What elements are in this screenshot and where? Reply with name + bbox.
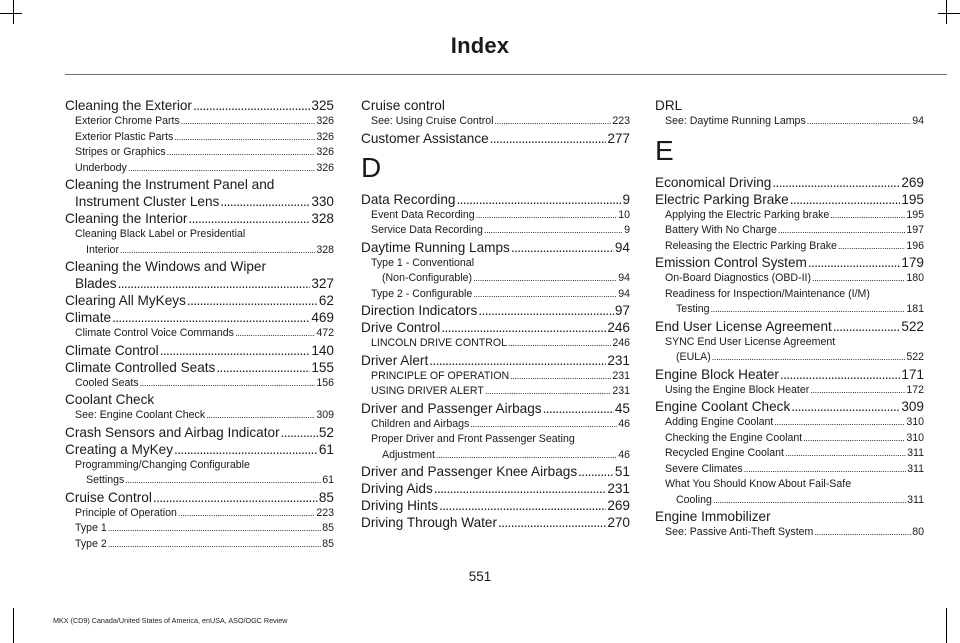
entry-text: Blades [75,276,117,291]
index-subentry [655,431,924,447]
page-reference: 309 [901,399,924,414]
dot-leader [478,302,614,319]
entry-text: (EULA) [676,351,711,363]
dot-leader [830,208,905,224]
index-subentry [65,326,334,342]
index-subentry [65,506,334,522]
entry-text: Cruise Control [65,489,152,505]
page-reference: 309 [316,409,334,421]
dot-leader [281,424,318,441]
index-entry [361,514,630,531]
entry-text: Service Data Recording [371,224,483,236]
page-reference: 330 [311,194,334,209]
page-reference: 9 [622,191,630,207]
page-reference: 325 [311,98,334,113]
page-reference: 62 [318,293,334,308]
page-reference: 231 [607,481,630,496]
index-subentry [65,243,334,259]
index-subentry [655,415,924,431]
entry-text: Children and Airbags [371,417,470,430]
page-reference: 522 [906,351,924,363]
page-reference: 328 [311,211,334,226]
index-subentry [65,145,334,161]
entry-text: PRINCIPLE OF OPERATION [371,369,510,382]
page-reference: 10 [618,208,630,221]
section-letter: D [361,151,382,183]
dot-leader [120,243,315,259]
page-reference: 195 [906,208,924,221]
entry-text: Underbody [75,161,127,174]
entry-text: Crash Sensors and Airbag Indicator [65,424,280,440]
entry-text: Using the Engine Block Heater [665,383,810,396]
index-subentry [65,473,334,489]
page-reference: 231 [607,352,630,368]
entry-text: End User License Agreement [655,318,832,334]
entry-text: Economical Driving [655,174,772,190]
page-title: Index [450,33,510,58]
page-reference: 156 [316,376,334,389]
page-reference: 326 [316,146,334,158]
entry-text: Driving Through Water [361,515,497,530]
dot-leader [220,193,310,210]
entry-text: Stripes or Graphics [75,146,166,158]
dot-leader [803,431,905,447]
index-subentry [361,223,630,239]
index-entry [65,424,334,441]
index-subentry [655,525,924,541]
entry-text: Battery With No Charge [665,224,777,236]
entry-text: Type 2 - Configurable [371,287,473,300]
index-subentry-line: Proper Driver and Front Passenger Seating [371,433,575,445]
dot-leader [498,514,606,531]
dot-leader [153,489,318,506]
index-entry [65,292,334,309]
dot-leader [118,275,311,292]
page-reference: 181 [906,303,924,315]
entry-text: Adjustment [382,448,435,461]
entry-text: Applying the Electric Parking brake [665,208,830,221]
entry-text: Engine Block Heater [655,366,779,382]
dot-leader [510,369,611,385]
index-subentry [361,417,630,433]
entry-text: Daytime Running Lamps [361,239,510,255]
index-subentry [655,446,924,462]
page-reference: 277 [607,130,630,146]
index-entry [65,210,334,227]
page-reference: 469 [311,310,334,325]
page-reference: 231 [612,385,630,397]
dot-leader [790,191,901,208]
entry-text: See: Using Cruise Control [371,115,494,127]
dot-leader [744,462,906,478]
dot-leader [128,161,315,177]
page-reference: 46 [618,417,630,430]
page-number: 551 [468,569,492,584]
index-entry [361,463,630,480]
dot-leader [810,383,905,399]
dot-leader [193,97,310,114]
index-subentry [361,114,630,130]
page-reference: 472 [316,327,334,339]
index-subentry [655,223,924,239]
dot-leader [174,441,318,458]
index-entry [655,191,924,208]
entry-text: Engine Coolant Check [655,399,791,414]
dot-leader [490,130,607,147]
index-heading: Coolant Check [65,392,155,407]
dot-leader [778,223,905,239]
dot-leader [543,400,614,417]
dot-leader [473,287,617,303]
page-reference: 61 [322,474,334,486]
dot-leader [439,497,606,514]
index-subentry-line: Programming/Changing Configurable [75,458,250,471]
index-heading: Cleaning the Windows and Wiper [65,259,266,274]
page-reference: 326 [316,130,334,143]
dot-leader [140,376,316,392]
page-reference: 61 [318,441,334,457]
page-reference: 522 [901,318,924,334]
page-reference: 223 [316,506,334,519]
dot-leader [108,521,321,537]
dot-leader [434,480,607,497]
entry-text: Climate Control [65,342,159,358]
index-entry [655,366,924,383]
entry-text: Driver and Passenger Knee Airbags [361,464,578,479]
entry-text: Climate Controlled Seats [65,359,216,375]
entry-text: Severe Climates [665,462,743,475]
entry-text: Cleaning the Exterior [65,98,192,113]
header-rule [65,74,947,75]
page-reference: 310 [906,431,924,444]
index-subentry [655,383,924,399]
crop-mark [0,13,22,14]
index-entry [361,400,630,417]
page-reference: 197 [906,224,924,236]
dot-leader [807,114,911,130]
dot-leader [473,271,617,287]
page-reference: 270 [607,515,630,530]
dot-leader [713,493,906,509]
index-subentry [65,537,334,553]
dot-leader [508,336,611,352]
index-entry [361,352,630,369]
index-subentry [361,448,630,464]
page-reference: 9 [624,224,630,236]
dot-leader [125,473,321,489]
entry-text: See: Engine Coolant Check [75,409,206,421]
index-subentry [655,239,924,255]
index-subentry [65,130,334,146]
dot-leader [791,398,900,415]
entry-text: Climate Control Voice Commands [75,327,234,339]
index-entry [65,275,334,292]
entry-text: Data Recording [361,191,456,207]
dot-leader [578,463,614,480]
entry-text: Climate [65,310,112,325]
page-reference: 52 [318,424,334,440]
entry-text: Emission Control System [655,255,807,270]
index-entry [65,489,334,506]
index-column-1 [65,97,334,552]
entry-text: Cleaning the Interior [65,211,188,226]
index-entry [361,480,630,497]
dot-leader [814,525,911,541]
index-subentry [361,369,630,385]
page-reference: 231 [612,369,630,382]
dot-leader [174,130,315,146]
dot-leader [494,114,611,130]
page-reference: 85 [322,522,334,534]
dot-leader [112,309,310,326]
index-entry [655,318,924,335]
index-entry [655,254,924,271]
entry-text: Cooling [676,493,712,506]
entry-text: Exterior Plastic Parts [75,130,174,143]
entry-text: Clearing All MyKeys [65,293,186,308]
index-subentry-line: Readiness for Inspection/Maintenance (I/M) [665,287,870,300]
index-entry [65,97,334,114]
dot-leader [160,342,311,359]
index-subentry-line: Type 1 - Conventional [371,256,475,269]
index-subentry [655,302,924,318]
entry-text: Creating a MyKey [65,441,174,457]
index-subentry [655,493,924,509]
entry-text: Cooled Seats [75,376,139,389]
index-entry [655,174,924,191]
index-subentry [65,114,334,130]
page-reference: 311 [907,493,924,506]
index-subentry [361,336,630,352]
index-subentry [65,376,334,392]
page-reference: 85 [318,489,334,505]
page-reference: 246 [612,337,630,349]
page-reference: 45 [614,400,630,416]
entry-text: Principle of Operation [75,506,177,519]
dot-leader [429,352,606,369]
entry-text: Type 1 [75,522,107,534]
entry-text: Settings [86,474,125,486]
entry-text: LINCOLN DRIVE CONTROL [371,337,507,349]
index-subentry [65,161,334,177]
entry-text: Interior [86,243,119,256]
index-entry [65,309,334,326]
dot-leader [476,208,618,224]
page-reference: 171 [901,366,924,382]
index-subentry [655,114,924,130]
dot-leader [188,210,310,227]
entry-text: Driver Alert [361,352,429,368]
page-reference: 140 [311,342,334,358]
page-reference: 326 [316,115,334,127]
entry-text: Event Data Recording [371,208,475,221]
entry-text: Direction Indicators [361,303,478,318]
page-reference: 46 [618,448,630,461]
index-subentry [655,271,924,287]
index-subentry [65,408,334,424]
index-subentry [361,384,630,400]
page-reference: 311 [907,447,924,459]
entry-text: Drive Control [361,320,441,335]
entry-text: USING DRIVER ALERT [371,385,484,397]
dot-leader [833,318,900,335]
index-entry [65,342,334,359]
entry-text: Checking the Engine Coolant [665,431,803,444]
index-heading: DRL [655,98,683,113]
index-column-3 [655,97,924,541]
page-reference: 310 [906,416,924,428]
entry-text: Driving Hints [361,498,439,513]
dot-leader [780,366,900,383]
page-reference: 327 [311,276,334,291]
page-reference: 94 [618,287,630,300]
index-subentry [65,521,334,537]
index-heading: Engine Immobilizer [655,509,771,524]
entry-text: See: Passive Anti-Theft System [665,526,814,538]
dot-leader [838,239,905,255]
entry-text: Electric Parking Brake [655,191,789,207]
index-entry [361,239,630,256]
entry-text: See: Daytime Running Lamps [665,115,806,127]
index-entry [361,130,630,147]
index-entry [65,193,334,210]
crop-mark [946,608,947,643]
index-subentry [361,208,630,224]
section-letter: E [655,134,674,166]
page-reference: 180 [906,272,924,284]
index-subentry [655,208,924,224]
index-entry [361,302,630,319]
dot-leader [167,145,316,161]
page-reference: 80 [912,526,924,538]
index-heading: Cruise control [361,98,445,113]
index-entry [361,191,630,208]
crop-mark [13,0,14,24]
entry-text: Customer Assistance [361,130,489,146]
footer-text: MKX (CD9) Canada/United States of America, enUSA, ASO/OGC Review [53,616,288,625]
index-entry [361,319,630,336]
page-reference: 155 [311,359,334,375]
index-subentry-line: Cleaning Black Label or Presidential [75,228,246,240]
dot-leader [187,292,318,309]
entry-text: Testing [676,303,710,315]
page-reference: 94 [618,272,630,284]
entry-text: Type 2 [75,537,107,550]
page-reference: 94 [912,115,924,127]
page-reference: 326 [316,161,334,174]
entry-text: Instrument Cluster Lens [75,194,220,209]
page-reference: 51 [614,464,630,479]
crop-mark [13,608,14,643]
dot-leader [772,174,900,191]
entry-text: Driving Aids [361,481,433,496]
dot-leader [712,350,906,366]
dot-leader [206,408,315,424]
entry-text: (Non-Configurable) [382,272,473,284]
page-reference: 196 [906,239,924,252]
dot-leader [235,326,315,342]
dot-leader [711,302,906,318]
dot-leader [181,114,316,130]
index-column-2 [361,97,630,531]
dot-leader [456,191,621,208]
page-reference: 97 [614,303,630,318]
dot-leader [774,415,905,431]
dot-leader [436,448,617,464]
dot-leader [441,319,606,336]
dot-leader [485,384,611,400]
page-reference: 269 [607,498,630,513]
dot-leader [808,254,900,271]
crop-mark [938,13,960,14]
index-subentry [361,287,630,303]
index-subentry [361,271,630,287]
page-reference: 269 [901,174,924,190]
dot-leader [178,506,315,522]
index-entry [65,359,334,376]
entry-text: Recycled Engine Coolant [665,447,784,459]
dot-leader [812,271,905,287]
dot-leader [511,239,614,256]
entry-text: Driver and Passenger Airbags [361,400,542,416]
page-reference: 311 [907,462,924,475]
entry-text: On-Board Diagnostics (OBD-II) [665,272,812,284]
entry-text: Releasing the Electric Parking Brake [665,239,837,252]
page-reference: 172 [906,383,924,396]
index-entry [361,497,630,514]
index-subentry-line: SYNC End User License Agreement [665,335,836,348]
page-reference: 195 [901,191,924,207]
crop-mark [946,0,947,24]
index-entry [65,441,334,458]
page-reference: 179 [901,255,924,270]
page-reference: 85 [322,537,334,550]
index-subentry [655,350,924,366]
index-heading: Cleaning the Instrument Panel and [65,177,275,192]
index-entry [655,398,924,415]
dot-leader [108,537,321,553]
dot-leader [484,223,623,239]
entry-text: Adding Engine Coolant [665,416,774,428]
page-reference: 94 [614,239,630,255]
index-subentry-line: What You Should Know About Fail-Safe [665,478,852,490]
page-reference: 246 [607,320,630,335]
page-reference: 223 [612,115,630,127]
dot-leader [470,417,617,433]
entry-text: Exterior Chrome Parts [75,115,180,127]
dot-leader [216,359,310,376]
page-reference: 328 [316,243,334,256]
index-subentry [655,462,924,478]
dot-leader [785,446,906,462]
